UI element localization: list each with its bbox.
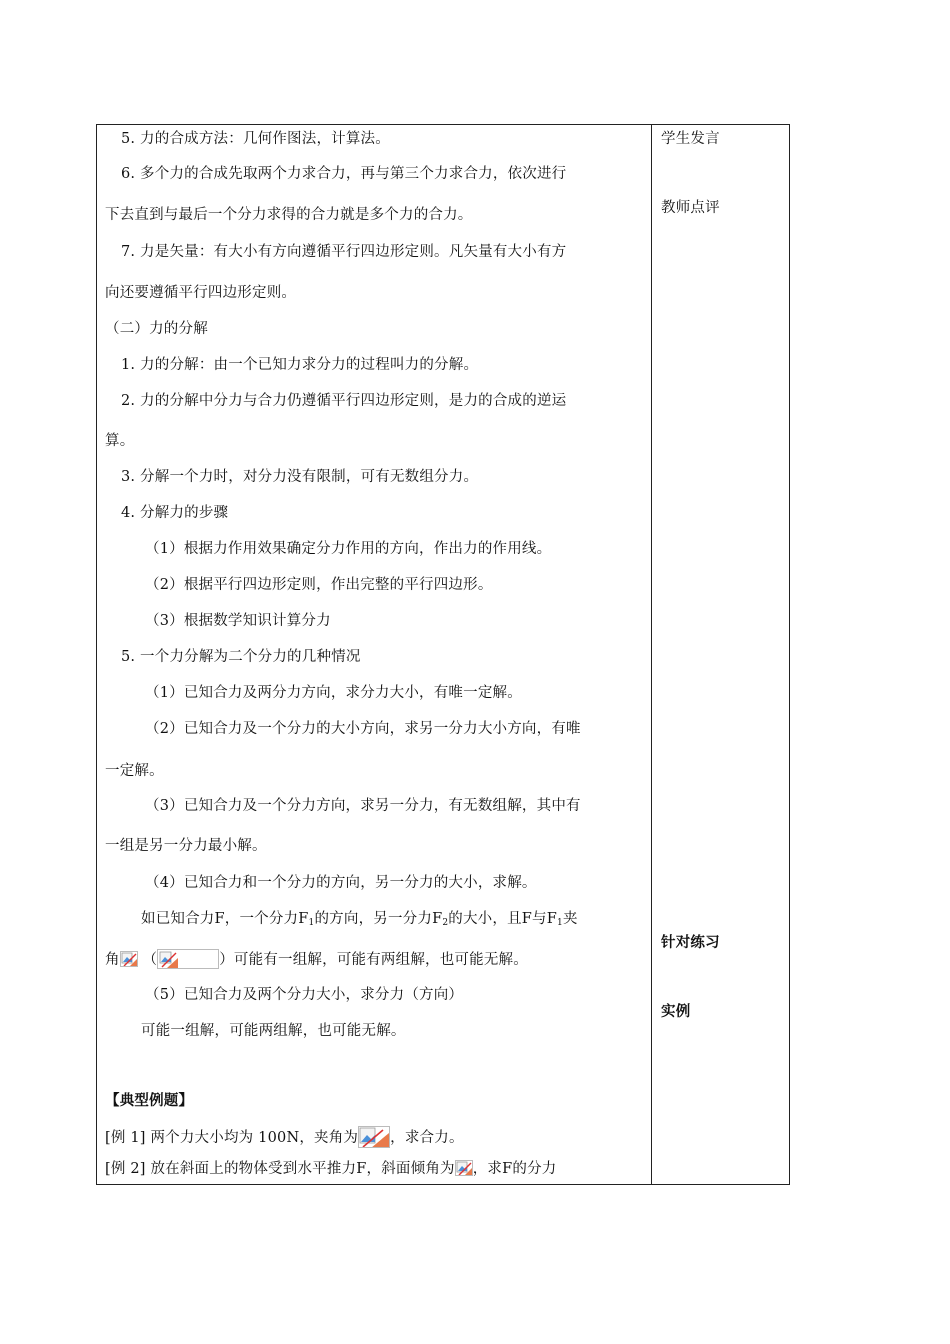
text-line: （3）根据数学知识计算分力: [145, 613, 331, 629]
side-label-practice: 针对练习: [661, 935, 720, 951]
text-line: 下去直到与最后一个分力求得的合力就是多个力的合力。: [105, 207, 473, 223]
section-heading: 【典型例题】: [105, 1093, 194, 1109]
text-line: （3）已知合力及一个分力方向，求另一分力，有无数组解，其中有: [145, 798, 581, 814]
text-line: 5. 一个力分解为二个分力的几种情况: [121, 649, 361, 665]
side-label-teacher-comment: 教师点评: [661, 200, 720, 216]
text-line: 6. 多个力的合成先取两个力求合力，再与第三个力求合力，依次进行: [121, 166, 567, 182]
text-line: 算。: [105, 433, 135, 449]
broken-image-icon: [455, 1160, 473, 1176]
side-label-student-speech: 学生发言: [661, 131, 720, 147]
example-line: [例 1] 两个力大小均为 100N，夹角为 ，求合力。: [105, 1126, 464, 1148]
text-line: 角 （ ）可能有一组解，可能有两组解，也可能无解。: [105, 949, 528, 970]
broken-image-icon: [157, 949, 219, 969]
text-line: （2）根据平行四边形定则，作出完整的平行四边形。: [145, 577, 493, 593]
text-line: 5. 力的合成方法：几何作图法，计算法。: [121, 131, 390, 147]
text-line: （5）已知合力及两个分力大小，求分力（方向）: [145, 987, 464, 1003]
text-line: 一定解。: [105, 763, 164, 779]
broken-image-icon: [358, 1126, 390, 1148]
text-line: 3. 分解一个力时，对分力没有限制，可有无数组分力。: [121, 469, 479, 485]
text-line: 7. 力是矢量：有大小有方向遵循平行四边形定则。凡矢量有大小有方: [121, 244, 567, 260]
text-line: （2）已知合力及一个分力的大小方向，求另一分力大小方向，有唯: [145, 721, 581, 737]
broken-image-icon: [120, 951, 138, 967]
text-line: （1）已知合力及两分力方向，求分力大小，有唯一定解。: [145, 685, 522, 701]
side-label-examples: 实例: [661, 1004, 691, 1020]
text-line: 1. 力的分解：由一个已知力求分力的过程叫力的分解。: [121, 357, 479, 373]
lesson-table: [96, 124, 790, 1185]
text-line: 向还要遵循平行四边形定则。: [105, 285, 297, 301]
example-line: [例 2] 放在斜面上的物体受到水平推力F，斜面倾角为 ，求F的分力: [105, 1161, 557, 1177]
text-line: 可能一组解，可能两组解，也可能无解。: [141, 1023, 406, 1039]
text-line: 如已知合力F，一个分力$F_1$的方向，另一分力$F_2$的大小，且F与$F_1$夹: [141, 911, 578, 928]
text-line: （4）已知合力和一个分力的方向，另一分力的大小，求解。: [145, 875, 537, 891]
text-line: 4. 分解力的步骤: [121, 505, 229, 521]
column-divider: [651, 125, 652, 1184]
text-line: （1）根据力作用效果确定分力作用的方向，作出力的作用线。: [145, 541, 552, 557]
text-line: 一组是另一分力最小解。: [105, 838, 267, 854]
text-line: 2. 力的分解中分力与合力仍遵循平行四边形定则，是力的合成的逆运: [121, 393, 567, 409]
section-title: （二）力的分解: [105, 321, 208, 337]
